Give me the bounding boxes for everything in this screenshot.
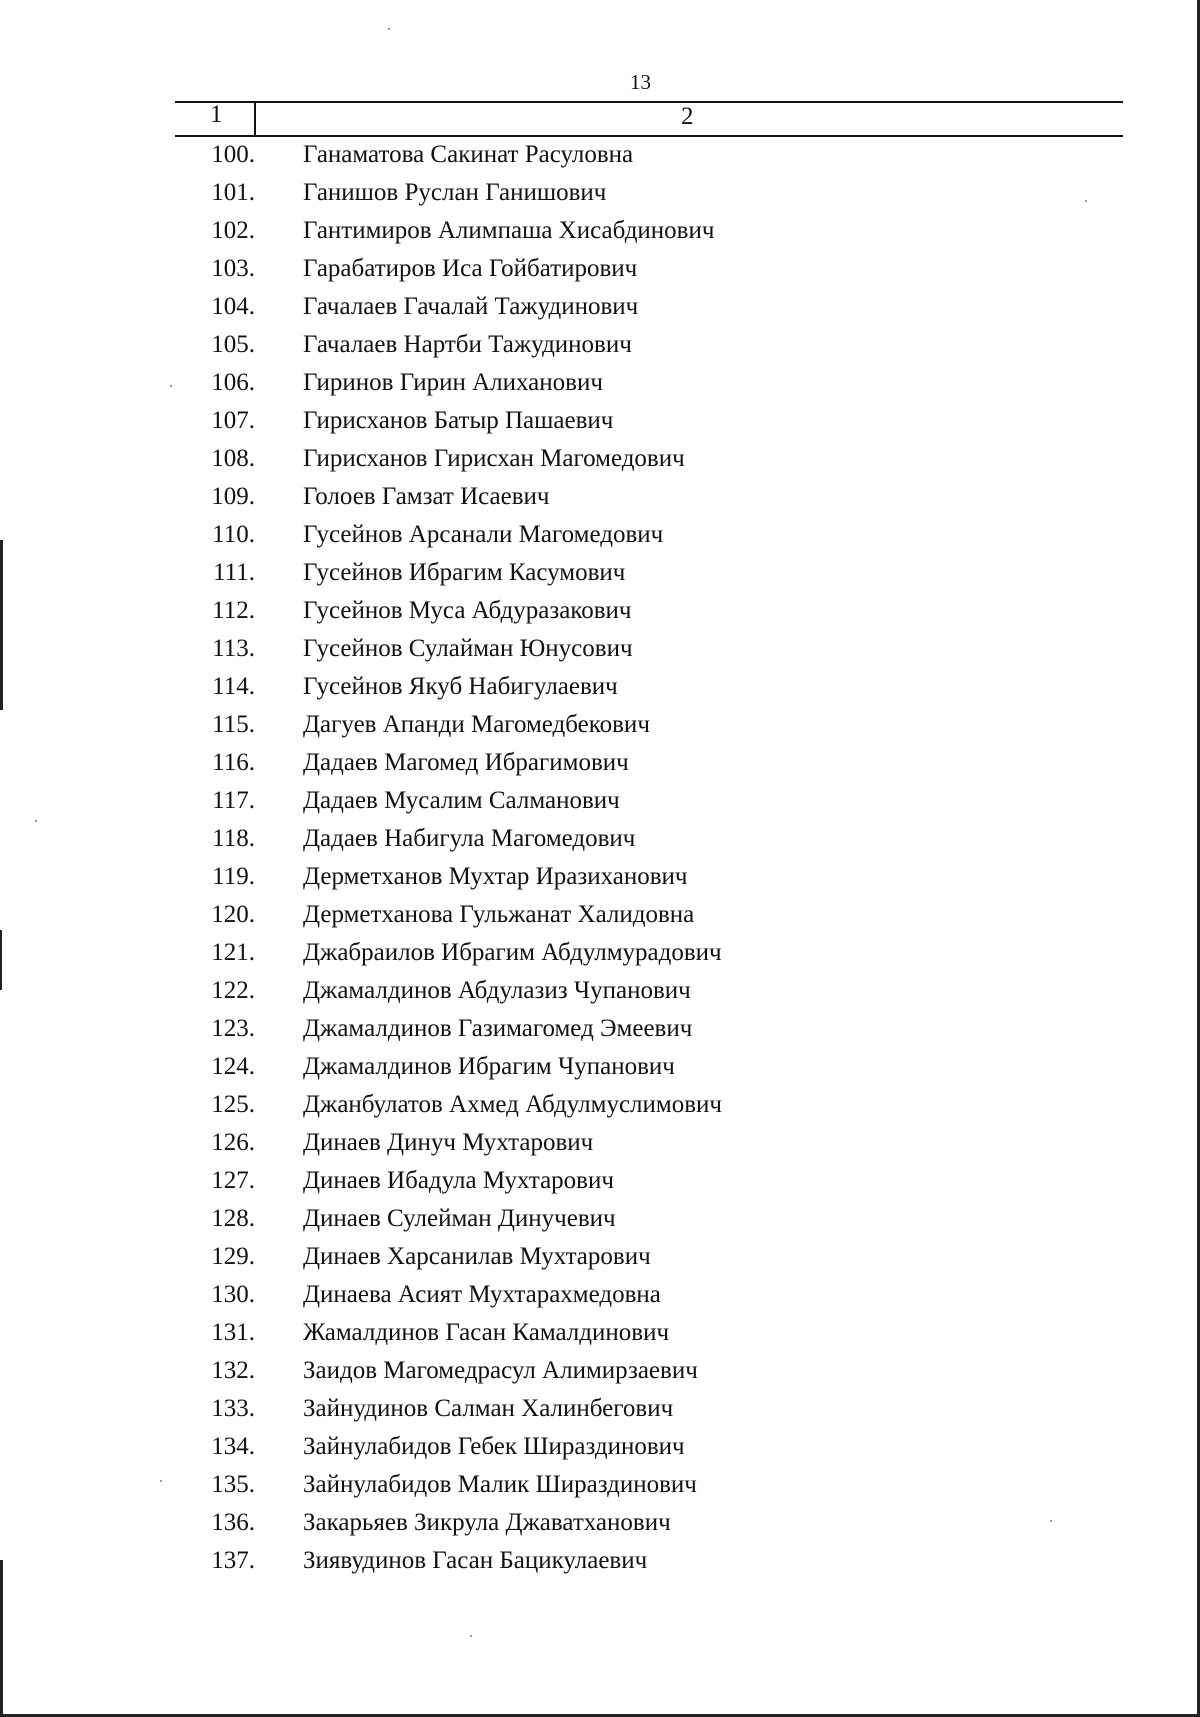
list-item-number: 117. bbox=[212, 787, 255, 814]
list-item bbox=[0, 972, 1200, 1010]
list-item-number: 109. bbox=[211, 483, 255, 510]
list-item bbox=[0, 858, 1200, 896]
list-item-number: 102. bbox=[211, 217, 255, 244]
list-item bbox=[0, 896, 1200, 934]
list-item bbox=[0, 1010, 1200, 1048]
list-item-name: Гусейнов Арсанали Магомедович bbox=[303, 521, 664, 548]
list-item-number: 135. bbox=[211, 1471, 255, 1498]
list-item-number: 118. bbox=[212, 825, 255, 852]
list-item-number: 127. bbox=[211, 1167, 255, 1194]
list-item-name: Голоев Гамзат Исаевич bbox=[303, 483, 550, 510]
list-item bbox=[0, 1542, 1200, 1580]
list-item-number: 115. bbox=[212, 711, 255, 738]
list-item bbox=[0, 1314, 1200, 1352]
list-item bbox=[0, 1124, 1200, 1162]
list-item-name: Дерметханова Гульжанат Халидовна bbox=[303, 901, 695, 928]
list-item-name: Зиявудинов Гасан Бацикулаевич bbox=[303, 1547, 648, 1574]
list-item-name: Гусейнов Муса Абдуразакович bbox=[303, 597, 632, 624]
list-item-name: Гирисханов Гирисхан Магомедович bbox=[303, 445, 685, 472]
list-item-name: Ганишов Руслан Ганишович bbox=[303, 179, 607, 206]
list-item bbox=[0, 1466, 1200, 1504]
list-item bbox=[0, 554, 1200, 592]
list-item bbox=[0, 630, 1200, 668]
list-item bbox=[0, 1504, 1200, 1542]
list-item-number: 119. bbox=[212, 863, 255, 890]
list-item bbox=[0, 1086, 1200, 1124]
list-item-number: 129. bbox=[211, 1243, 255, 1270]
list-item-number: 128. bbox=[211, 1205, 255, 1232]
list-item bbox=[0, 136, 1200, 174]
list-item-number: 123. bbox=[211, 1015, 255, 1042]
list-item-number: 130. bbox=[211, 1281, 255, 1308]
list-item bbox=[0, 364, 1200, 402]
list-item-number: 114. bbox=[212, 673, 255, 700]
list-item-number: 110. bbox=[212, 521, 255, 548]
list-item-number: 107. bbox=[211, 407, 255, 434]
list-item bbox=[0, 934, 1200, 972]
list-item-name: Зайнулабидов Малик Шираздинович bbox=[303, 1471, 697, 1498]
table-column-divider bbox=[254, 101, 256, 136]
list-item bbox=[0, 668, 1200, 706]
list-item bbox=[0, 212, 1200, 250]
table-header-col2: 2 bbox=[681, 103, 694, 130]
table-top-rule bbox=[175, 101, 1123, 103]
list-item-number: 136. bbox=[211, 1509, 255, 1536]
list-item-number: 126. bbox=[211, 1129, 255, 1156]
list-item-name: Зайнудинов Салман Халинбегович bbox=[303, 1395, 674, 1422]
list-item-name: Гирисханов Батыр Пашаевич bbox=[303, 407, 614, 434]
list-item bbox=[0, 402, 1200, 440]
list-item-number: 101. bbox=[211, 179, 255, 206]
list-item-name: Дагуев Апанди Магомедбекович bbox=[303, 711, 650, 738]
list-item-number: 120. bbox=[211, 901, 255, 928]
list-item bbox=[0, 440, 1200, 478]
list-item bbox=[0, 478, 1200, 516]
list-item-name: Гачалаев Нартби Тажудинович bbox=[303, 331, 632, 358]
list-item-number: 132. bbox=[211, 1357, 255, 1384]
list-item-name: Гусейнов Сулайман Юнусович bbox=[303, 635, 633, 662]
list-item bbox=[0, 782, 1200, 820]
list-item bbox=[0, 820, 1200, 858]
list-item-number: 103. bbox=[211, 255, 255, 282]
list-item-name: Джабраилов Ибрагим Абдулмурадович bbox=[303, 939, 722, 966]
list-item bbox=[0, 250, 1200, 288]
scan-speck bbox=[388, 28, 390, 30]
list-item-name: Джанбулатов Ахмед Абдулмуслимович bbox=[303, 1091, 722, 1118]
list-item-name: Гарабатиров Иса Гойбатирович bbox=[303, 255, 638, 282]
list-item-number: 131. bbox=[211, 1319, 255, 1346]
list-item bbox=[0, 516, 1200, 554]
list-item-name: Зайнулабидов Гебек Шираздинович bbox=[303, 1433, 685, 1460]
list-item bbox=[0, 1048, 1200, 1086]
list-item-number: 134. bbox=[211, 1433, 255, 1460]
scan-speck bbox=[470, 1635, 472, 1637]
table-header-col1: 1 bbox=[210, 101, 223, 128]
list-item-number: 111. bbox=[213, 559, 255, 586]
list-item-name: Дерметханов Мухтар Иразиханович bbox=[303, 863, 688, 890]
list-item-name: Джамалдинов Ибрагим Чупанович bbox=[303, 1053, 675, 1080]
list-item-name: Гантимиров Алимпаша Хисабдинович bbox=[303, 217, 715, 244]
list-item bbox=[0, 1428, 1200, 1466]
list-item-number: 106. bbox=[211, 369, 255, 396]
list-item-number: 100. bbox=[211, 141, 255, 168]
list-item-number: 105. bbox=[211, 331, 255, 358]
list-item-number: 121. bbox=[211, 939, 255, 966]
list-item bbox=[0, 288, 1200, 326]
list-item-name: Жамалдинов Гасан Камалдинович bbox=[303, 1319, 670, 1346]
list-item bbox=[0, 592, 1200, 630]
list-item bbox=[0, 1162, 1200, 1200]
list-item-name: Джамалдинов Газимагомед Эмеевич bbox=[303, 1015, 693, 1042]
list-item-name: Динаев Харсанилав Мухтарович bbox=[303, 1243, 651, 1270]
list-item-name: Динаев Динуч Мухтарович bbox=[303, 1129, 594, 1156]
list-item bbox=[0, 706, 1200, 744]
list-item-number: 112. bbox=[212, 597, 255, 624]
list-item bbox=[0, 1352, 1200, 1390]
list-item-name: Гиринов Гирин Алиханович bbox=[303, 369, 603, 396]
list-item-number: 108. bbox=[211, 445, 255, 472]
list-item-number: 137. bbox=[211, 1547, 255, 1574]
list-item-name: Динаев Ибадула Мухтарович bbox=[303, 1167, 614, 1194]
list-item-number: 116. bbox=[212, 749, 255, 776]
list-item-name: Динаева Асият Мухтарахмедовна bbox=[303, 1281, 661, 1308]
list-item bbox=[0, 1238, 1200, 1276]
list-item-number: 122. bbox=[211, 977, 255, 1004]
list-item bbox=[0, 1276, 1200, 1314]
list-item bbox=[0, 744, 1200, 782]
list-item-name: Гусейнов Ибрагим Касумович bbox=[303, 559, 626, 586]
list-item-name: Гачалаев Гачалай Тажудинович bbox=[303, 293, 639, 320]
list-item-name: Заидов Магомедрасул Алимирзаевич bbox=[303, 1357, 698, 1384]
list-item-name: Дадаев Мусалим Салманович bbox=[303, 787, 620, 814]
list-item-name: Дадаев Магомед Ибрагимович bbox=[303, 749, 629, 776]
list-item bbox=[0, 326, 1200, 364]
list-item bbox=[0, 1200, 1200, 1238]
list-item-name: Дадаев Набигула Магомедович bbox=[303, 825, 636, 852]
list-item bbox=[0, 1390, 1200, 1428]
list-item-name: Джамалдинов Абдулазиз Чупанович bbox=[303, 977, 691, 1004]
scan-edge-left-bottom bbox=[0, 1560, 3, 1717]
list-item-number: 124. bbox=[211, 1053, 255, 1080]
list-item-name: Динаев Сулейман Динучевич bbox=[303, 1205, 616, 1232]
list-item-number: 133. bbox=[211, 1395, 255, 1422]
list-item bbox=[0, 174, 1200, 212]
list-item-number: 104. bbox=[211, 293, 255, 320]
list-item-number: 125. bbox=[211, 1091, 255, 1118]
list-item-name: Закарьяев Зикрула Джаватханович bbox=[303, 1509, 671, 1536]
list-item-name: Гусейнов Якуб Набигулаевич bbox=[303, 673, 618, 700]
page-number: 13 bbox=[630, 70, 651, 94]
list-item-name: Ганаматова Сакинат Расуловна bbox=[303, 141, 634, 168]
list-item-number: 113. bbox=[212, 635, 255, 662]
